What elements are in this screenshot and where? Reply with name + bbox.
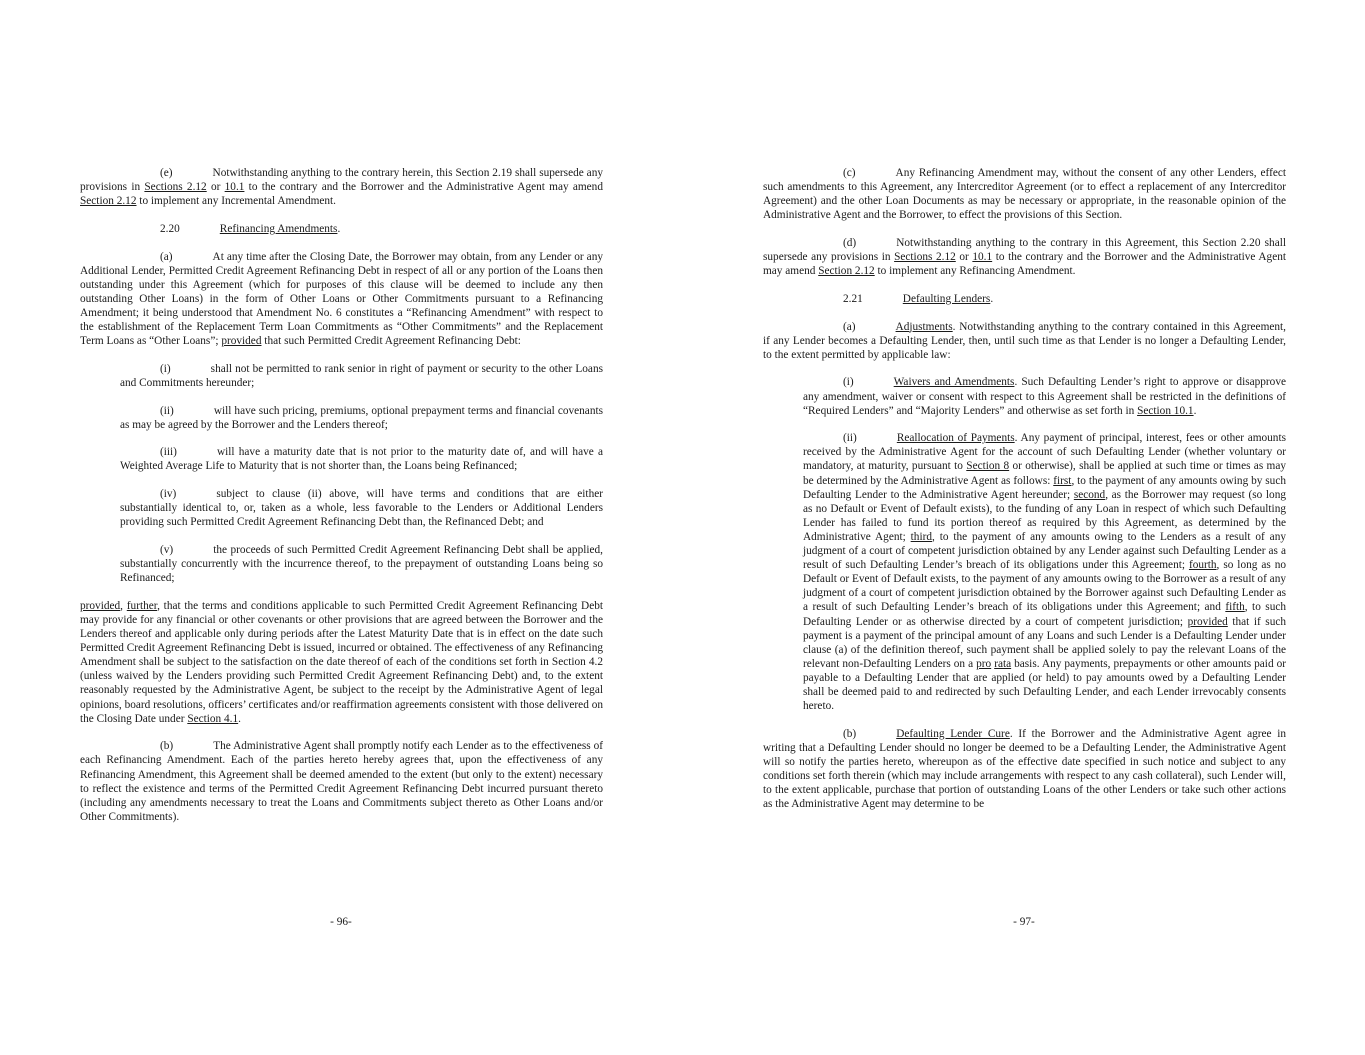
paragraph-e: (e) Notwithstanding anything to the contrary herein, this Section 2.19 shall supersede any provisions in Sections 2.12 or 10.1 to the contrary and the Borrower and the Administrative Agent may amend Section 2.12 to implement any Incremental Amendment. (80, 167, 603, 208)
section-number: 2.20 (160, 222, 180, 235)
clause-label: (ii) (160, 404, 174, 417)
section-reference-link[interactable]: Section 2.12 (818, 265, 875, 278)
clause-label: (c) (843, 167, 856, 179)
defined-term: fourth (1188, 559, 1217, 572)
defined-term: fifth (1225, 601, 1245, 614)
paragraph-a: (a) At any time after the Closing Date, the Borrower may obtain, from any Lender or any Additional Lender, Permitted Credit Agreement Refinancing Debt in respect of all or any portion of the Loans then outstanding under this Agreement (which for purposes of this clause will be deemed to include any then outstanding Other Loans) in the form of Other Loans or Other Commitments pursuant to a Refinancing Amendment; it being understood that Amendment No. 6 constitutes a “Refinancing Amendment” with respect to the establishment of the Replacement Term Loan Commitments as “Other Commitments” and the Replacement Term Loans as “Other Loans”; provided that such Permitted Credit Agreement Refinancing Debt: (80, 250, 603, 348)
clause-label: (v) (160, 544, 174, 557)
section-reference-link[interactable]: Section 2.12 (80, 195, 137, 208)
clause-label: (a) (160, 250, 173, 263)
clause-label: (e) (160, 167, 173, 179)
defined-term: second (1073, 488, 1106, 501)
section-heading-2-20: 2.20 Refinancing Amendments. (160, 222, 341, 235)
document-page-left (0, 0, 682, 1055)
clause-heading: Waivers and Amendments (893, 376, 1015, 389)
clause-label: (d) (843, 236, 857, 249)
list-item: (v) the proceeds of such Permitted Credit Agreement Refinancing Debt shall be applied, substantially concurrently with the incurrence thereof, to the prepayment of outstanding Loans being so Refinanced; (120, 544, 603, 585)
section-reference-link[interactable]: Sections 2.12 (894, 251, 956, 264)
list-item: (ii) will have such pricing, premiums, optional prepayment terms and financial covenants as may be agreed by the Borrower and the Lenders thereof; (120, 404, 603, 431)
clause-heading: Defaulting Lender Cure (896, 727, 1010, 740)
defined-term: provided (221, 335, 262, 348)
defined-term: third (910, 530, 932, 543)
clause-label: (b) (160, 740, 174, 753)
paragraph-d: (d) Notwithstanding anything to the contrary in this Agreement, this Section 2.20 shall supersede any provisions in Sections 2.12 or 10.1 to the contrary and the Borrower and the Administrative Agent may amend Section 2.12 to implement any Refinancing Amendment. (763, 236, 1286, 278)
section-reference-link[interactable]: Sections 2.12 (144, 181, 207, 194)
paragraph-c: (c) Any Refinancing Amendment may, without the consent of any other Lenders, effect such amendments to this Agreement, any Intercreditor Agreement (or to effect a replacement of any Intercreditor Agreement) and the other Loan Documents as may be necessary or appropriate, in the reasonable opinion of the Administrative Agent and the Borrower, to effect the provisions of this Section. (763, 167, 1286, 222)
clause-label: (ii) (843, 432, 857, 445)
clause-label: (iv) (160, 488, 177, 501)
defined-term: further (126, 599, 158, 612)
defined-term: rata (994, 657, 1012, 670)
clause-label: (b) (843, 727, 857, 740)
list-item: (iv) subject to clause (ii) above, will have terms and conditions that are either substantially identical to, or, taken as a whole, less favorable to the Lenders or Additional Lenders providing such Permitted Credit Agreement Refinancing Debt than, the Refinanced Debt; and (120, 488, 603, 529)
paragraph-a: (a) Adjustments. Notwithstanding anything to the contrary contained in this Agreement, if any Lender becomes a Defaulting Lender, then, until such time as that Lender is no longer a Defaulting Lender, to the extent permitted by applicable law: (763, 320, 1286, 361)
document-page-right (683, 0, 1365, 1055)
paragraph-b: (b) The Administrative Agent shall promptly notify each Lender as to the effectiveness of each Refinancing Amendment. Each of the parties hereto hereby agrees that, upon the effectiveness of any Refinancing Amendment, this Agreement shall be deemed amended to the extent (but only to the extent) necessary to reflect the existence and terms of the Permitted Credit Agreement Refinancing Debt incurred pursuant thereto (including any amendments necessary to treat the Loans and Commitments subject thereto as Other Loans and/or Other Commitments). (80, 740, 603, 823)
page-text-column (763, 166, 1286, 825)
page-text-column (80, 166, 603, 838)
clause-label: (iii) (160, 446, 177, 459)
section-title: Defaulting Lenders (902, 292, 991, 305)
list-item: (i) shall not be permitted to rank senior in right of payment or security to the other Loans and Commitments hereunder; (120, 362, 603, 389)
section-reference-link[interactable]: Section 8 (966, 460, 1010, 473)
section-reference-link[interactable]: Section 10.1 (1137, 404, 1194, 417)
proviso-paragraph: provided, further, that the terms and conditions applicable to such Permitted Credit Agreement Refinancing Debt may provide for any financial or other covenants or other provisions that are agreed between the Borrower and the Lenders thereof and applicable only during periods after the Latest Maturity Date that is in effect on the date such Permitted Credit Agreement Refinancing Debt is issued, incurred or obtained. The effectiveness of any Refinancing Amendment shall be subject to the satisfaction on the date thereof of each of the conditions set forth in Section 4.2 (unless waived by the Lenders providing such Permitted Credit Agreement Refinancing Debt) and, to the extent reasonably requested by the Administrative Agent, be subject to the receipt by the Administrative Agent of legal opinions, board resolutions, officers’ certificates and/or reaffirmation agreements consistent with those delivered on the Closing Date under Section 4.1. (80, 599, 604, 725)
list-item: (i) Waivers and Amendments. Such Defaulting Lender’s right to approve or disapprove any amendment, waiver or consent with respect to this Agreement shall be restricted in the definitions of “Required Lenders” and “Majority Lenders” and otherwise as set forth in Section 10.1. (803, 376, 1286, 417)
section-number: 2.21 (843, 292, 863, 305)
page-number: - 97- (1013, 916, 1035, 928)
list-item: (iii) will have a maturity date that is not prior to the maturity date of, and will have a Weighted Average Life to Maturity that is not shorter than, the Loans being Refinanced; (120, 446, 603, 473)
page-number: - 96- (330, 916, 352, 928)
clause-heading: Adjustments (895, 320, 953, 333)
section-reference-link[interactable]: Section 4.1 (187, 712, 239, 725)
clause-label: (a) (843, 320, 856, 333)
defined-term: provided (1187, 615, 1228, 628)
list-item: (ii) Reallocation of Payments. Any payment of principal, interest, fees or other amounts received by the Administrative Agent for the account of such Defaulting Lender (whether voluntary or mandatory, at maturity, pursuant to Section 8 or otherwise), shall be applied at such time or times as may be determined by the Administrative Agent as follows: first, to the payment of any amounts owing by such Defaulting Lender to the Administrative Agent hereunder; second, as the Borrower may request (so long as no Default or Event of Default exists), to the funding of any Loan in respect of which such Defaulting Lender has failed to fund its portion thereof as required by this Agreement, as determined by the Administrative Agent; third, to the payment of any amounts owing to the Lenders as a result of any judgment of a court of competent jurisdiction obtained by any Lender against such Defaulting Lender as a result of such Defaulting Lender’s breach of its obligations under this Agreement; fourth, so long as no Default or Event of Default exists, to the payment of any amounts owing to the Borrower as a result of any judgment of a court of competent jurisdiction obtained by the Borrower against such Defaulting Lender as a result of such Defaulting Lender’s breach of its obligations under this Agreement; and fifth, to such Defaulting Lender or as otherwise directed by a court of competent jurisdiction; provided that if such payment is a payment of the principal amount of any Loans and such Lender is a Defaulting Lender under clause (a) of the definition thereof, such payment shall be applied solely to pay the relevant Loans of the relevant non-Defaulting Lenders on a pro rata basis. Any payments, prepayments or other amounts paid or payable to a Defaulting Lender that are applied (or held) to pay amounts owed by a Defaulting Lender shall be deemed paid to and redirected by such Defaulting Lender, and each Lender irrevocably consents hereto. (803, 432, 1287, 713)
paragraph-b: (b) Defaulting Lender Cure. If the Borrower and the Administrative Agent agree in writing that a Defaulting Lender should no longer be deemed to be a Defaulting Lender, the Administrative Agent will so notify the parties hereto, whereupon as of the effective date specified in such notice and subject to any conditions set forth therein (which may include arrangements with respect to any cash collateral), such Lender will, to the extent applicable, purchase that portion of outstanding Loans of the other Lenders or take such other actions as the Administrative Agent may determine to be (763, 727, 1287, 811)
clause-label: (i) (843, 376, 854, 389)
defined-term: provided (80, 599, 121, 612)
section-heading-2-21: 2.21 Defaulting Lenders. (843, 292, 994, 305)
section-reference-link[interactable]: 10.1 (972, 251, 993, 264)
defined-term: first (1053, 474, 1072, 487)
clause-heading: Reallocation of Payments (896, 432, 1015, 445)
clause-label: (i) (160, 362, 171, 375)
defined-term: pro (976, 657, 992, 670)
section-title: Refinancing Amendments (219, 222, 338, 235)
section-reference-link[interactable]: 10.1 (224, 181, 245, 194)
